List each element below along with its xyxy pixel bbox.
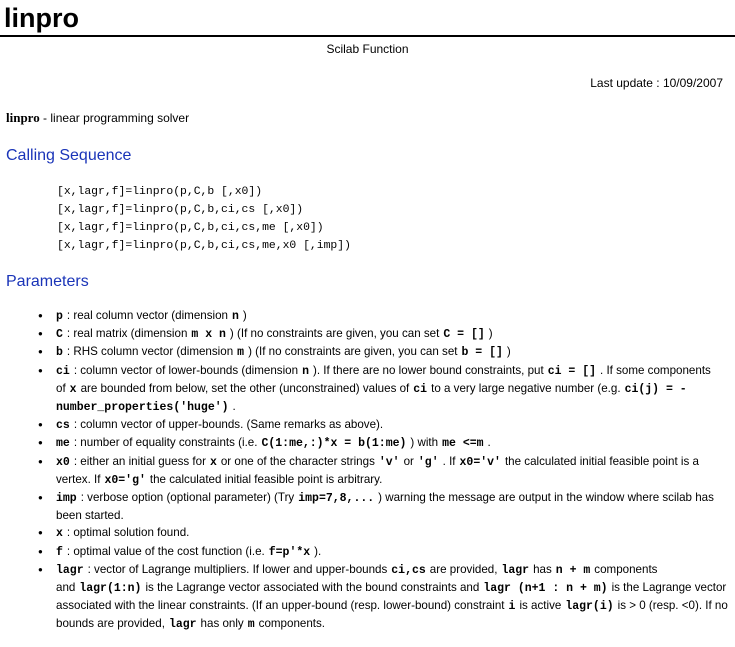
parameter-text: ) (If no constraints are given, you can set <box>248 345 458 359</box>
calling-line: [x,lagr,f]=linpro(p,C,b,ci,cs,me [,x0]) <box>57 222 324 234</box>
parameter-text: is the Lagrange vector associated with the linear constraints. (If an upper-bound (resp. lower-bound) constraint <box>56 581 727 613</box>
parameter-text: : real column vector (dimension <box>66 309 228 322</box>
parameter-text: ) warning the message are output in the window where scilab has been started. <box>56 491 714 523</box>
parameter-item-x0 <box>28 453 728 489</box>
parameter-text: the calculated initial feasible point is a vertex. If <box>56 454 699 486</box>
parameter-name: ci <box>56 364 70 378</box>
parameter-text: . <box>487 436 491 450</box>
inline-code: ci(j) = -number_properties('huge') <box>56 382 687 415</box>
parameter-text: has <box>533 562 552 576</box>
parameter-item-C <box>28 325 728 343</box>
parameter-text: . If <box>442 454 456 468</box>
parameter-name: x <box>56 527 63 541</box>
parameter-name: p <box>56 310 63 323</box>
calling-line: [x,lagr,f]=linpro(p,C,b,ci,cs [,x0]) <box>57 204 304 216</box>
parameter-text: . If some components of <box>56 363 711 395</box>
parameters-list <box>28 307 728 634</box>
parameter-name: lagr <box>56 563 84 577</box>
calling-line: [x,lagr,f]=linpro(p,C,b [,x0]) <box>57 186 263 198</box>
parameter-text: components and <box>56 562 658 595</box>
parameter-name: C <box>56 328 63 342</box>
parameter-name: f <box>56 545 63 559</box>
inline-code: x0='v' <box>459 455 501 469</box>
parameter-item-f <box>28 543 728 561</box>
inline-code: lagr (n+1 : n + m) <box>483 582 608 596</box>
parameter-text: are bounded from below, set the other (unconstrained) values of <box>80 381 410 395</box>
parameter-name: me <box>56 437 70 451</box>
inline-code: ci = [] <box>547 364 596 378</box>
parameter-text: ) <box>506 345 511 359</box>
parameter-item-lagr <box>28 561 728 634</box>
parameter-text: has only <box>200 617 244 631</box>
parameter-text: : column vector of lower-bounds (dimension <box>73 363 299 377</box>
inline-code: i <box>508 600 516 614</box>
parameter-text: ) with <box>410 436 439 450</box>
page-title: linpro <box>4 3 79 33</box>
parameter-name: cs <box>56 419 70 433</box>
parameter-text: is active <box>519 599 562 613</box>
calling-sequence-code <box>57 183 351 255</box>
inline-code: 'g' <box>417 455 439 469</box>
parameter-name: b <box>56 346 63 360</box>
last-update: Last update : 10/09/2007 <box>590 76 723 90</box>
inline-code: f=p'*x <box>268 545 311 559</box>
parameter-item-cs <box>28 416 728 434</box>
inline-code: C = [] <box>443 328 485 342</box>
calling-sequence-heading: Calling Sequence <box>6 147 132 164</box>
parameter-text: : vector of Lagrange multipliers. If lower and upper-bounds <box>87 562 388 576</box>
inline-code: m x n <box>191 328 226 342</box>
parameter-item-p <box>28 307 728 325</box>
parameter-text: components. <box>258 617 326 631</box>
parameter-text: : number of equality constraints (i.e. <box>73 436 258 450</box>
parameter-item-imp <box>28 489 728 524</box>
parameter-text: ). <box>314 544 322 558</box>
inline-code: b = [] <box>461 346 503 360</box>
parameter-text: are provided, <box>429 562 498 576</box>
inline-code: lagr <box>501 563 530 577</box>
parameter-item-x <box>28 524 728 542</box>
inline-code: m <box>237 346 245 360</box>
parameter-item-ci <box>28 362 728 417</box>
parameter-name: imp <box>56 492 77 506</box>
inline-code: n + m <box>555 563 591 577</box>
parameter-text: . <box>232 400 236 414</box>
function-name: linpro <box>6 110 40 125</box>
calling-line: [x,lagr,f]=linpro(p,C,b,ci,cs,me,x0 [,imp]) <box>57 240 351 252</box>
inline-code: C(1:me,:)*x = b(1:me) <box>261 437 407 451</box>
parameter-text: : column vector of upper-bounds. (Same remarks as above). <box>73 418 384 432</box>
parameter-text: : RHS column vector (dimension <box>66 345 234 359</box>
inline-code: m <box>247 618 255 632</box>
function-summary: - linear programming solver <box>39 111 190 125</box>
inline-code: n <box>302 364 309 378</box>
parameter-text: to a very large negative number (e.g. <box>431 381 621 395</box>
page-subtitle: Scilab Function <box>326 42 409 56</box>
inline-code: me <=m <box>442 437 484 451</box>
parameter-text: ) <box>488 327 493 341</box>
parameter-text: the calculated initial feasible point is arbitrary. <box>149 472 383 486</box>
parameter-text: is > 0 (resp. <0). If no bounds are provided, <box>56 599 728 631</box>
inline-code: lagr(1:n) <box>79 582 142 596</box>
parameter-text: : either an initial guess for <box>73 454 206 468</box>
parameter-text: : real matrix (dimension <box>66 327 188 341</box>
inline-code: ci,cs <box>391 563 426 577</box>
function-description <box>6 110 189 126</box>
inline-code: x0='g' <box>104 473 146 487</box>
title-rule <box>0 35 735 37</box>
inline-code: 'v' <box>378 455 400 469</box>
inline-code: x <box>209 455 217 469</box>
inline-code: ci <box>413 382 428 396</box>
parameter-item-me <box>28 434 728 452</box>
inline-code: n <box>232 310 239 323</box>
parameters-heading: Parameters <box>6 273 89 290</box>
parameter-text: : optimal solution found. <box>66 526 190 540</box>
parameter-name: x0 <box>56 455 70 469</box>
inline-code: x <box>69 382 77 396</box>
parameter-text: or <box>403 454 414 468</box>
inline-code: lagr(i) <box>565 600 614 614</box>
inline-code: lagr <box>168 618 197 632</box>
parameter-text: : verbose option (optional parameter) (Try <box>80 491 295 505</box>
parameter-item-b <box>28 343 728 361</box>
parameter-text: or one of the character strings <box>220 454 375 468</box>
parameter-text: ). If there are no lower bound constraints, put <box>312 363 544 377</box>
parameter-text: ) <box>242 309 247 322</box>
parameter-text: ) (If no constraints are given, you can set <box>229 327 440 341</box>
parameter-text: : optimal value of the cost function (i.e. <box>66 544 265 558</box>
parameter-text: is the Lagrange vector associated with the bound constraints and <box>145 581 480 595</box>
inline-code: imp=7,8,... <box>298 492 375 506</box>
